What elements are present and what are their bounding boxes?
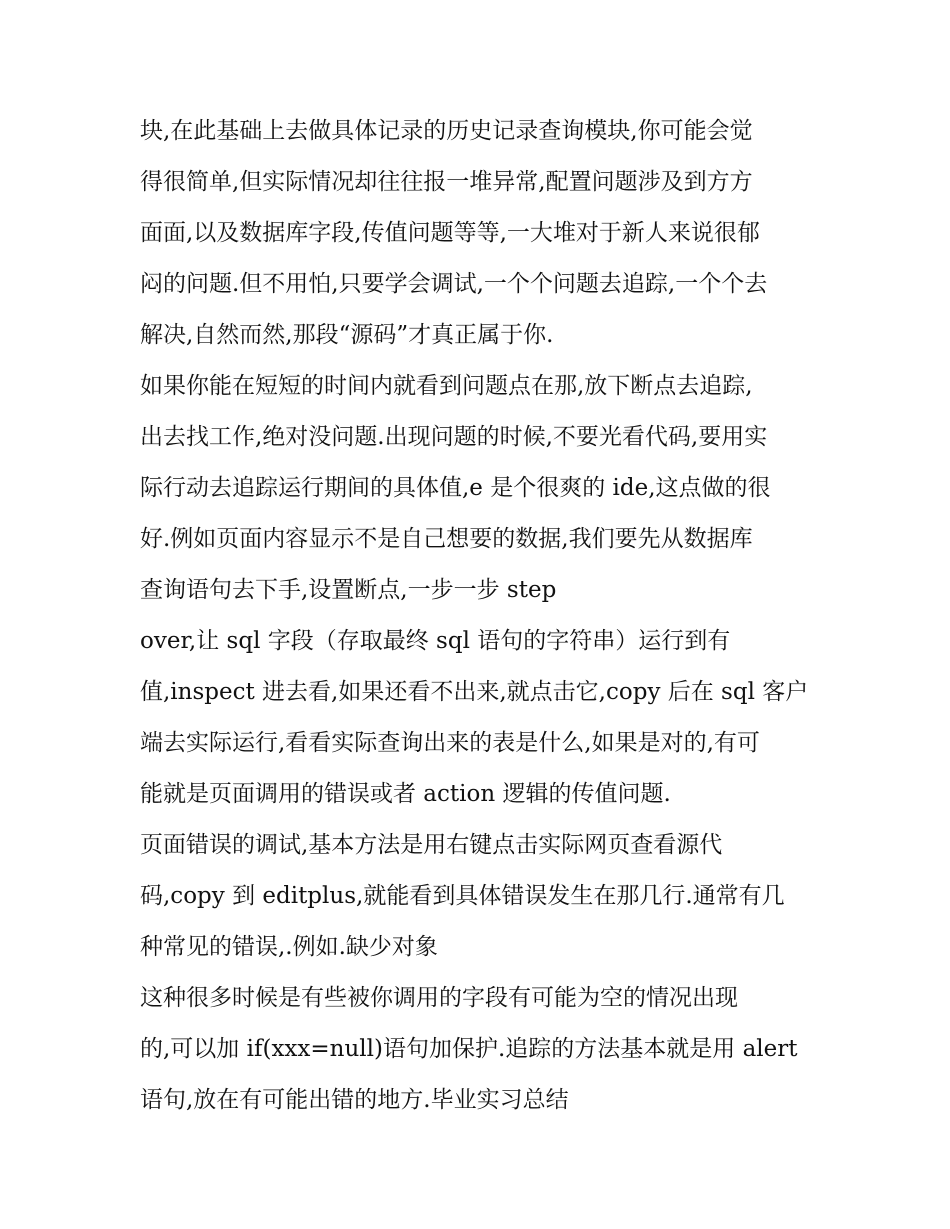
text-line: 闷的问题.但不用怕,只要学会调试,一个个问题去追踪,一个个去 <box>140 271 768 297</box>
text-line: 这种很多时候是有些被你调用的字段有可能为空的情况出现 <box>140 985 738 1011</box>
body-text <box>140 106 820 1126</box>
text-line: 出去找工作,绝对没问题.出现问题的时候,不要光看代码,要用实 <box>140 424 768 450</box>
text-line: 的,可以加 if(xxx=null)语句加保护.追踪的方法基本就是用 alert <box>140 1036 798 1062</box>
text-line: 解决,自然而然,那段“源码”才真正属于你. <box>140 322 554 348</box>
text-line: 码,copy 到 editplus,就能看到具体错误发生在那几行.通常有几 <box>140 883 785 909</box>
text-line: 查询语句去下手,设置断点,一步一步 step <box>140 577 557 603</box>
text-line: 际行动去追踪运行期间的具体值,e 是个很爽的 ide,这点做的很 <box>140 475 771 501</box>
text-line: 如果你能在短短的时间内就看到问题点在那,放下断点去追踪, <box>140 373 753 399</box>
text-line: 语句,放在有可能出错的地方.毕业实习总结 <box>140 1087 569 1113</box>
text-line: 块,在此基础上去做具体记录的历史记录查询模块,你可能会觉 <box>140 118 753 144</box>
text-line: 页面错误的调试,基本方法是用右键点击实际网页查看源代 <box>140 832 723 858</box>
text-line: over,让 sql 字段（存取最终 sql 语句的字符串）运行到有 <box>140 628 731 654</box>
text-line: 面面,以及数据库字段,传值问题等等,一大堆对于新人来说很郁 <box>140 220 760 246</box>
text-line: 好.例如页面内容显示不是自己想要的数据,我们要先从数据库 <box>140 526 753 552</box>
text-line: 端去实际运行,看看实际查询出来的表是什么,如果是对的,有可 <box>140 730 760 756</box>
text-line: 能就是页面调用的错误或者 action 逻辑的传值问题. <box>140 781 671 807</box>
text-line: 种常见的错误,.例如.缺少对象 <box>140 934 438 960</box>
text-line: 得很简单,但实际情况却往往报一堆异常,配置问题涉及到方方 <box>140 169 753 195</box>
text-line: 值,inspect 进去看,如果还看不出来,就点击它,copy 后在 sql 客户 <box>140 679 809 705</box>
